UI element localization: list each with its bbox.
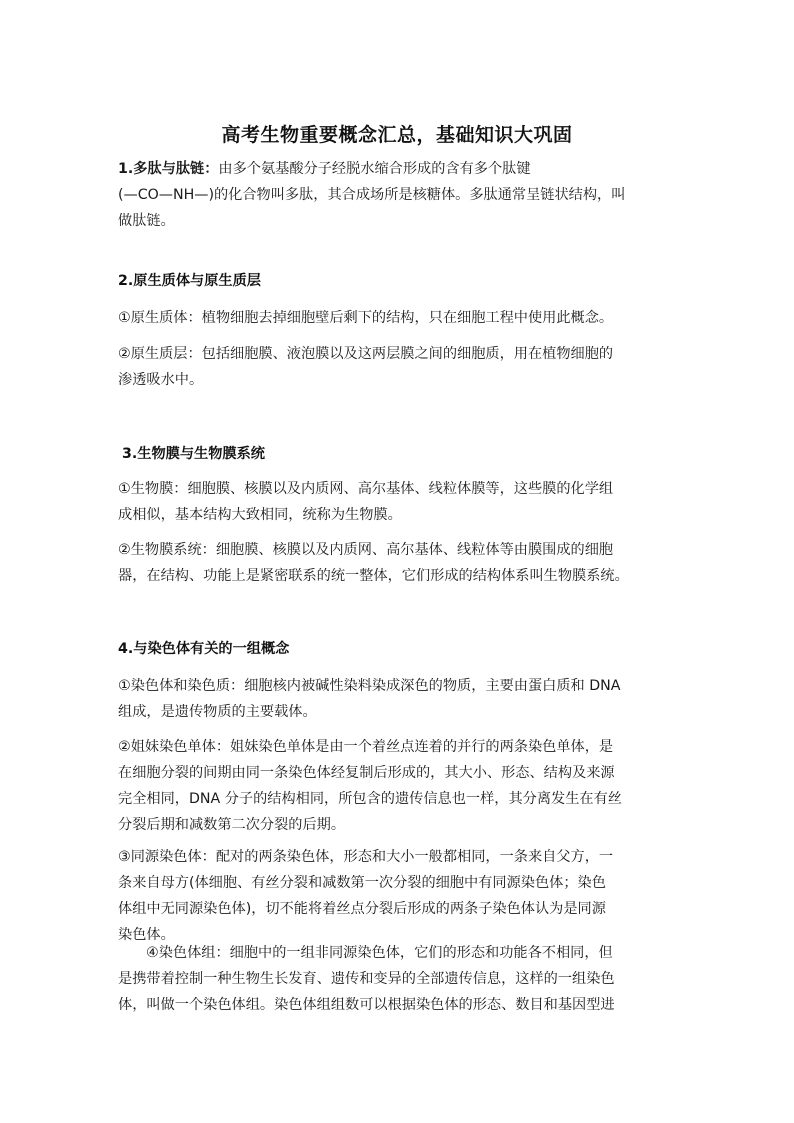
section-3-para-1-line-1: ①生物膜：细胞膜、核膜以及内质网、高尔基体、线粒体膜等，这些膜的化学组 [118, 481, 614, 497]
section-2-heading: 2.原生质体与原生质层 [118, 273, 261, 289]
section-4-para-3-line-3: 体组中无同源染色体)，切不能将着丝点分裂后形成的两条子染色体认为是同源 [118, 901, 606, 917]
section-3-heading: 3.生物膜与生物膜系统 [122, 446, 265, 462]
section-4-para-2-line-2: 在细胞分裂的间期由同一条染色体经复制后形成的，其大小、形态、结构及来源 [118, 765, 615, 781]
section-4-para-3-line-1: ③同源染色体：配对的两条染色体，形态和大小一般都相同，一条来自父方，一 [118, 849, 614, 865]
section-1-text: 由多个氨基酸分子经脱水缩合形成的含有多个肽键 [218, 161, 531, 177]
section-4-para-4-line-2: 是携带着控制一种生物生长发育、遗传和变异的全部遗传信息，这样的一组染色 [118, 971, 615, 987]
section-1-line-3: 做肽链。 [118, 213, 175, 229]
section-3-para-1 [118, 476, 678, 528]
section-1-line-1 [118, 156, 678, 182]
section-1-heading: 1.多肽与肽链： [118, 161, 219, 177]
section-4-para-4-line-3: 体，叫做一个染色体组。染色体组组数可以根据染色体的形态、数目和基因型进 [118, 997, 615, 1013]
section-2-para-2 [118, 341, 678, 393]
section-4-para-3-line-2: 条来自母方(体细胞、有丝分裂和减数第一次分裂的细胞中有同源染色体；染色 [118, 875, 606, 891]
section-4-heading: 4.与染色体有关的一组概念 [118, 641, 290, 657]
section-4-para-3 [118, 844, 678, 948]
page-title: 高考生物重要概念汇总，基础知识大巩固 [221, 124, 573, 146]
section-4-para-2-line-3: 完全相同，DNA 分子的结构相同，所包含的遗传信息也一样，其分离发生在有丝 [118, 791, 622, 807]
section-2-para-2-line-1: ②原生质层：包括细胞膜、液泡膜以及这两层膜之间的细胞质，用在植物细胞的 [118, 346, 614, 362]
section-4-para-4-line-1: ④染色体组：细胞中的一组非同源染色体，它们的形态和功能各不相同，但 [146, 945, 613, 961]
section-4-para-3-line-4: 染色体。 [118, 927, 175, 943]
section-4-para-2 [118, 734, 678, 838]
section-3-para-1-line-2: 成相似，基本结构大致相同，统称为生物膜。 [118, 507, 402, 523]
section-4-para-1-line-2: 组成，是遗传物质的主要载体。 [118, 704, 317, 720]
section-2-para-2-line-2: 渗透吸水中。 [118, 372, 204, 388]
section-4-para-2-line-1: ②姐妹染色单体：姐妹染色单体是由一个着丝点连着的并行的两条染色单体，是 [118, 739, 614, 755]
section-2-para-1: ①原生质体：植物细胞去掉细胞壁后剩下的结构，只在细胞工程中使用此概念。 [118, 310, 614, 326]
section-1-line-2: (—CO—NH—)的化合物叫多肽，其合成场所是核糖体。多肽通常呈链状结构，叫 [118, 187, 626, 203]
section-4-para-1 [118, 673, 678, 725]
section-4-para-2-line-4: 分裂后期和减数第二次分裂的后期。 [118, 817, 346, 833]
section-4-para-4 [118, 940, 678, 1018]
section-3-para-2 [118, 537, 678, 589]
section-3-para-2-line-1: ②生物膜系统：细胞膜、核膜以及内质网、高尔基体、线粒体等由膜围成的细胞 [118, 542, 614, 558]
section-1 [118, 156, 678, 234]
section-3-para-2-line-2: 器，在结构、功能上是紧密联系的统一整体，它们形成的结构体系叫生物膜系统。 [118, 568, 629, 584]
section-4-para-1-line-1: ①染色体和染色质：细胞核内被碱性染料染成深色的物质，主要由蛋白质和 DNA [118, 678, 621, 694]
